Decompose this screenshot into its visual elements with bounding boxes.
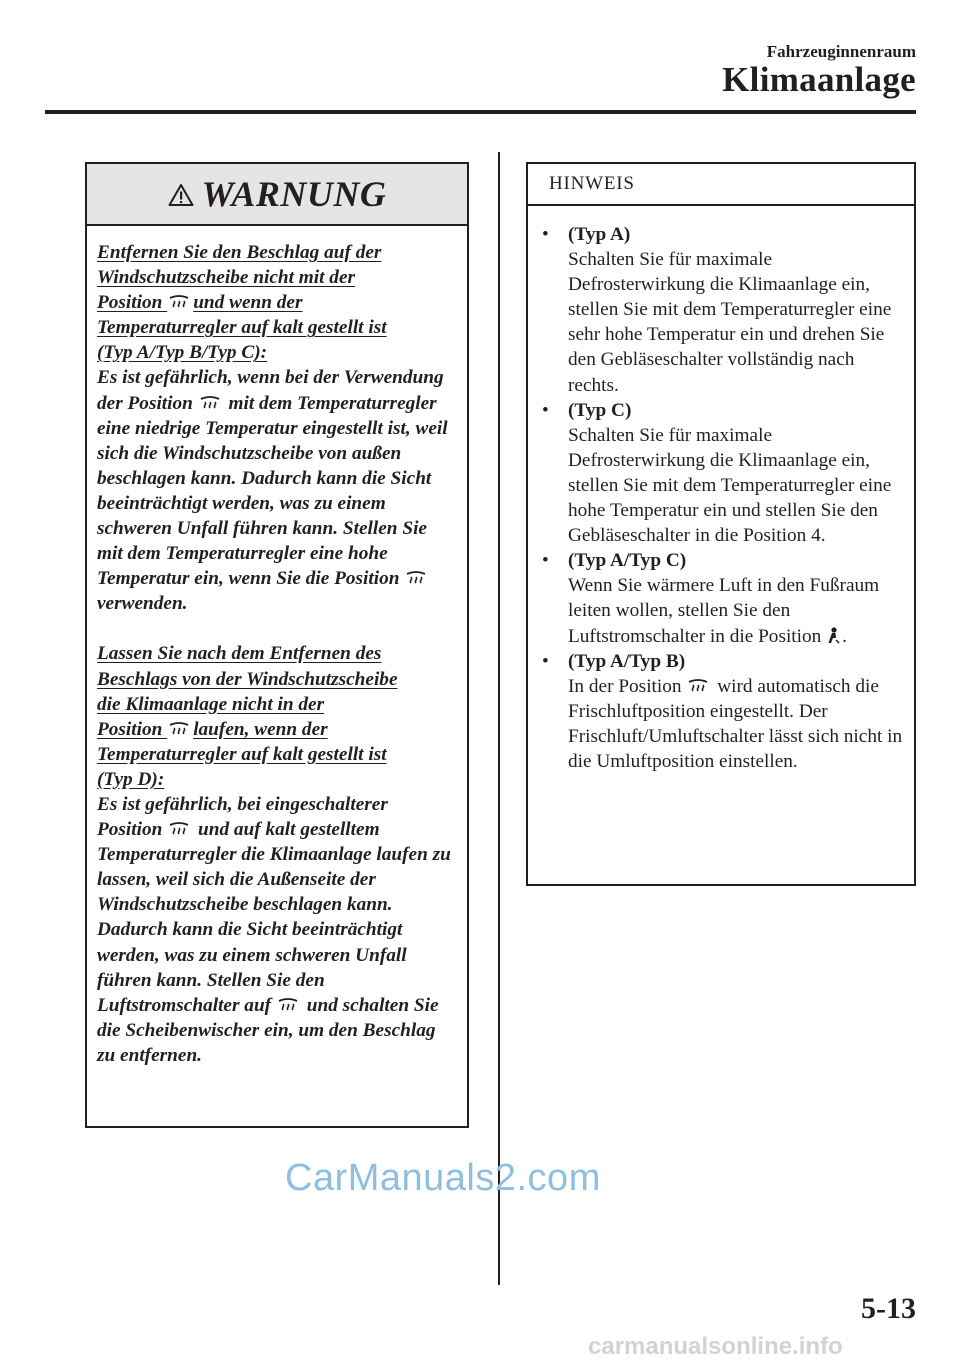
warning-heading-line: Temperaturregler auf kalt gestellt ist [97, 317, 387, 339]
note-item [542, 222, 904, 398]
warning-heading-line: die Klimaanlage nicht in der [97, 693, 325, 715]
header-rule [45, 110, 916, 114]
warning-heading-line [97, 719, 328, 740]
windshield-defroster-icon [169, 295, 189, 309]
windshield-defroster-icon [406, 571, 426, 585]
windshield-defroster-icon [200, 396, 220, 410]
page-number: 5-13 [861, 1292, 916, 1325]
note-item-text: Wenn Sie wärmere Luft in den Fußraum leiten wollen, stellen Sie den Luftstromschalter in die Position [568, 575, 880, 647]
paragraph-gap [97, 616, 457, 641]
bullet: • [542, 550, 549, 572]
note-item [542, 649, 904, 774]
note-item-text-wrap [568, 674, 904, 774]
warning-heading-line: Temperaturregler auf kalt gestellt ist [97, 743, 387, 765]
note-box [526, 162, 916, 886]
note-title: HINWEIS [528, 164, 914, 206]
warning-text: Es ist gefährlich, bei eingeschalterer Position [97, 793, 388, 841]
windshield-defroster-icon [278, 998, 298, 1012]
page-title: Klimaanlage [722, 60, 916, 99]
bullet: • [542, 650, 549, 672]
column-divider [498, 152, 500, 1285]
note-item-label: (Typ A/Typ B) [568, 650, 686, 672]
warning-text: und schalten Sie die Scheibenwischer ein, um den Beschlag zu entfernen. [97, 994, 439, 1066]
note-item-label: (Typ A) [568, 224, 631, 245]
windshield-defroster-icon [688, 679, 708, 693]
warning-box [85, 162, 469, 1128]
warning-paragraph-1 [97, 240, 457, 616]
warning-paragraph-2 [97, 641, 457, 1068]
watermark-logo: CarManuals2.com [285, 1157, 601, 1199]
note-item-text: Schalten Sie für maximale Defrosterwirkung die Klimaanlage ein, stellen Sie mit dem Temperaturregler eine sehr hohe Temperatur ein und drehen Sie den Gebläseschalter vollständig nach rechts. [568, 249, 892, 396]
watermark-footer: carmanualsonline.info [588, 1333, 843, 1360]
bullet: • [542, 224, 549, 245]
warning-text: verwenden. [97, 593, 188, 615]
windshield-defroster-icon [169, 822, 189, 836]
warning-heading-line: (Typ D): [97, 768, 165, 790]
note-item-text-wrap [568, 573, 904, 648]
note-item-text: wird automatisch die Frischluftposition eingestellt. Der Frischluft/Umluftschalter lässt sich nicht in die Umluftposition einstellen. [568, 675, 903, 772]
warning-heading-line [97, 292, 302, 313]
warning-heading-line: Beschlags von der Windschutzscheibe [97, 668, 398, 690]
warning-heading-line: Entfernen Sie den Beschlag auf der [97, 242, 382, 263]
section-header: Fahrzeuginnenraum [766, 42, 916, 61]
warning-heading-text: Position [97, 718, 168, 740]
note-body [528, 206, 914, 774]
note-item-label: (Typ A/Typ C) [568, 550, 687, 572]
warning-heading-line: Lassen Sie nach dem Entfernen des [97, 643, 382, 665]
note-item [542, 398, 904, 549]
note-item [542, 548, 904, 648]
warning-triangle-icon [168, 183, 194, 207]
warning-heading-text: laufen, wenn der [193, 718, 328, 740]
warning-text: Es ist gefährlich, wenn bei der Verwendung der Position [97, 367, 444, 414]
warning-title: WARNUNG [201, 174, 387, 214]
warning-heading-line: (Typ A/Typ B/Typ C): [97, 342, 268, 364]
windshield-defroster-icon [169, 722, 189, 736]
warning-heading-line: Windschutzscheibe nicht mit der [97, 267, 356, 289]
warning-text: und auf kalt gestelltem Temperaturregler die Klimaanlage laufen zu lassen, weil sich die Außenseite der Windschutzscheibe beschlagen kann. Dadurch kann die Sicht beeinträchtigt werden, was zu einem schweren Unfall führen kann. Stellen Sie den Luftstromschalter auf [97, 819, 451, 1016]
note-item-text: Schalten Sie für maximale Defrosterwirkung die Klimaanlage ein, stellen Sie mit dem Temperaturregler eine hohe Temperatur ein und stellen Sie den Gebläseschalter in die Position 4. [568, 424, 892, 547]
floor-airflow-icon [826, 627, 840, 645]
warning-header [87, 164, 467, 226]
bullet: • [542, 399, 549, 421]
note-item-label: (Typ C) [568, 399, 632, 421]
note-item-text: . [842, 625, 847, 647]
warning-body [87, 226, 467, 1068]
warning-heading-text: Position [97, 292, 168, 314]
note-item-text: In der Position [568, 675, 687, 697]
warning-heading-text: und wenn der [193, 292, 303, 314]
warning-text: mit dem Temperaturregler eine niedrige Temperatur eingestellt ist, weil sich die Windschutzscheibe von außen beschlagen kann. Dadurch kann die Sicht beeinträchtigt werden, was zu einem schweren Unfall führen kann. Stellen Sie mit dem Temperaturregler eine hohe Temperatur ein, wenn Sie die Position [97, 392, 448, 590]
